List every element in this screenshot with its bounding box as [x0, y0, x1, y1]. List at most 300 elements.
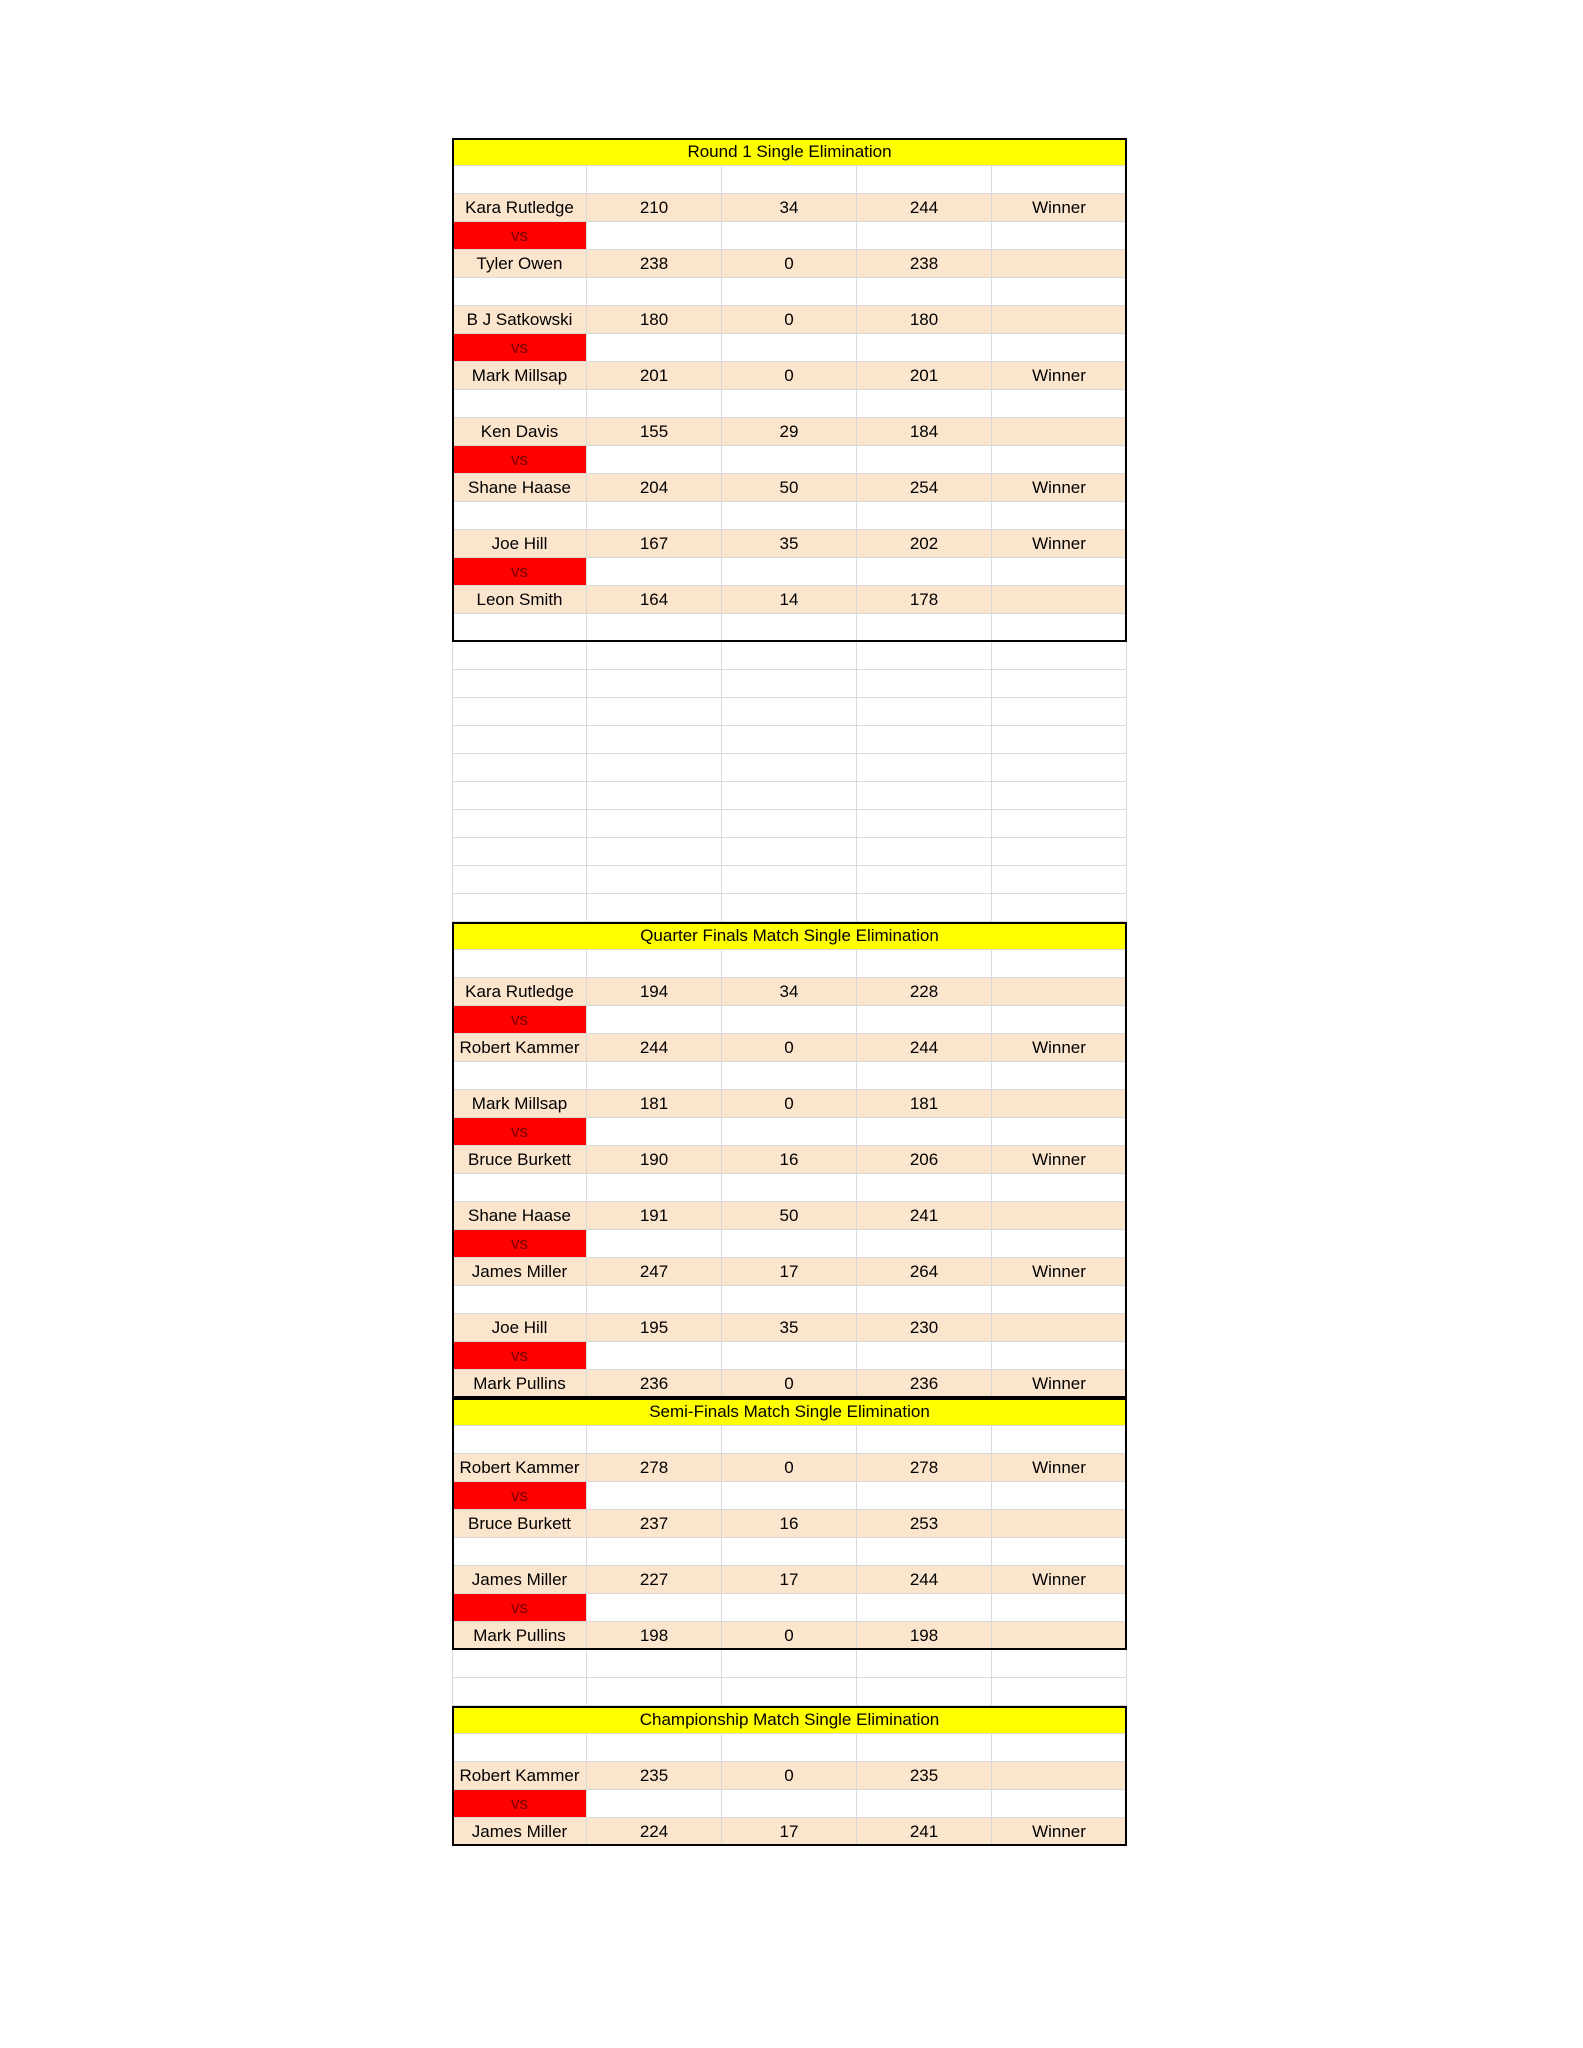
vs-row — [452, 1006, 1127, 1034]
empty-cell[interactable] — [722, 754, 857, 781]
player-handicap-cell[interactable]: 0 — [722, 1762, 857, 1789]
player-scratch-cell[interactable]: 180 — [587, 306, 722, 333]
player-result-cell[interactable]: Winner — [992, 1818, 1127, 1845]
player-total-cell[interactable]: 230 — [857, 1314, 992, 1341]
section-title-row — [452, 1398, 1127, 1426]
player-name-cell[interactable]: Joe Hill — [452, 530, 587, 557]
empty-cell[interactable] — [857, 558, 992, 585]
empty-cell[interactable] — [857, 278, 992, 305]
empty-cell[interactable] — [857, 1790, 992, 1817]
vs-row — [452, 222, 1127, 250]
player-scratch-cell[interactable]: 210 — [587, 194, 722, 221]
vs-row — [452, 1230, 1127, 1258]
player-scratch-cell[interactable]: 194 — [587, 978, 722, 1005]
empty-cell[interactable] — [857, 1594, 992, 1621]
player-total-cell[interactable]: 178 — [857, 586, 992, 613]
player-total-cell[interactable]: 235 — [857, 1762, 992, 1789]
player-scratch-cell[interactable]: 198 — [587, 1622, 722, 1649]
player-total-cell[interactable]: 278 — [857, 1454, 992, 1481]
player-total-cell[interactable]: 244 — [857, 1566, 992, 1593]
blank-row — [452, 1678, 1127, 1706]
empty-cell[interactable] — [857, 642, 992, 669]
empty-cell[interactable] — [452, 866, 587, 893]
empty-cell[interactable] — [587, 390, 722, 417]
player-total-cell[interactable]: 198 — [857, 1622, 992, 1649]
empty-cell[interactable] — [587, 1118, 722, 1145]
blank-row — [452, 642, 1127, 670]
player-total-cell[interactable]: 253 — [857, 1510, 992, 1537]
empty-cell[interactable] — [992, 670, 1127, 697]
empty-cell[interactable] — [587, 1286, 722, 1313]
player-result-cell[interactable]: Winner — [992, 1034, 1127, 1061]
player-total-cell[interactable]: 264 — [857, 1258, 992, 1285]
player-name-cell[interactable]: Joe Hill — [452, 1314, 587, 1341]
player-total-cell[interactable]: 202 — [857, 530, 992, 557]
player-result-cell[interactable] — [992, 1510, 1127, 1537]
player-scratch-cell[interactable]: 181 — [587, 1090, 722, 1117]
player-result-cell[interactable] — [992, 250, 1127, 277]
vs-label: vs — [452, 222, 587, 249]
empty-cell[interactable] — [722, 1426, 857, 1453]
section-title-row — [452, 1706, 1127, 1734]
empty-cell[interactable] — [452, 502, 587, 529]
empty-cell[interactable] — [587, 1482, 722, 1509]
player-total-cell[interactable]: 254 — [857, 474, 992, 501]
empty-cell[interactable] — [452, 698, 587, 725]
empty-cell[interactable] — [857, 1286, 992, 1313]
player-result-cell[interactable] — [992, 978, 1127, 1005]
player-handicap-cell[interactable]: 35 — [722, 530, 857, 557]
player-scratch-cell[interactable]: 204 — [587, 474, 722, 501]
empty-cell[interactable] — [587, 1594, 722, 1621]
empty-cell[interactable] — [857, 1174, 992, 1201]
player-result-cell[interactable]: Winner — [992, 1566, 1127, 1593]
player-name-cell[interactable]: Robert Kammer — [452, 1034, 587, 1061]
player-handicap-cell[interactable]: 0 — [722, 1370, 857, 1397]
empty-cell[interactable] — [452, 1174, 587, 1201]
empty-cell[interactable] — [722, 1286, 857, 1313]
empty-cell[interactable] — [992, 1230, 1127, 1257]
empty-cell[interactable] — [857, 1006, 992, 1033]
empty-cell[interactable] — [857, 614, 992, 641]
empty-cell[interactable] — [857, 726, 992, 753]
empty-cell[interactable] — [587, 838, 722, 865]
empty-cell[interactable] — [722, 1118, 857, 1145]
empty-cell[interactable] — [722, 1790, 857, 1817]
player-scratch-cell[interactable]: 278 — [587, 1454, 722, 1481]
player-handicap-cell[interactable]: 0 — [722, 1034, 857, 1061]
empty-cell[interactable] — [857, 334, 992, 361]
empty-cell[interactable] — [452, 782, 587, 809]
player-result-cell[interactable] — [992, 1314, 1127, 1341]
empty-cell[interactable] — [992, 446, 1127, 473]
empty-cell[interactable] — [452, 838, 587, 865]
empty-cell[interactable] — [587, 866, 722, 893]
empty-cell[interactable] — [722, 894, 857, 921]
empty-cell[interactable] — [587, 950, 722, 977]
empty-cell[interactable] — [992, 1594, 1127, 1621]
player-result-cell[interactable]: Winner — [992, 362, 1127, 389]
player-name-cell[interactable]: Leon Smith — [452, 586, 587, 613]
empty-cell[interactable] — [857, 1062, 992, 1089]
empty-cell[interactable] — [587, 1790, 722, 1817]
player-handicap-cell[interactable]: 35 — [722, 1314, 857, 1341]
player-name-cell[interactable]: Robert Kammer — [452, 1762, 587, 1789]
empty-cell[interactable] — [587, 1734, 722, 1761]
empty-cell[interactable] — [857, 1538, 992, 1565]
empty-cell[interactable] — [452, 1650, 587, 1677]
empty-cell[interactable] — [722, 334, 857, 361]
player-result-cell[interactable]: Winner — [992, 194, 1127, 221]
player-name-cell[interactable]: Kara Rutledge — [452, 978, 587, 1005]
player-name-cell[interactable]: Kara Rutledge — [452, 194, 587, 221]
player-scratch-cell[interactable]: 191 — [587, 1202, 722, 1229]
empty-cell[interactable] — [992, 1062, 1127, 1089]
empty-cell[interactable] — [992, 222, 1127, 249]
empty-cell[interactable] — [857, 1230, 992, 1257]
empty-cell[interactable] — [452, 278, 587, 305]
player-scratch-cell[interactable]: 236 — [587, 1370, 722, 1397]
empty-cell[interactable] — [992, 1790, 1127, 1817]
empty-cell[interactable] — [587, 810, 722, 837]
player-name-cell[interactable]: Mark Millsap — [452, 362, 587, 389]
empty-cell[interactable] — [992, 166, 1127, 193]
player-result-cell[interactable] — [992, 1202, 1127, 1229]
empty-cell[interactable] — [452, 894, 587, 921]
empty-cell[interactable] — [452, 1286, 587, 1313]
empty-cell[interactable] — [992, 754, 1127, 781]
empty-cell[interactable] — [587, 1230, 722, 1257]
empty-cell[interactable] — [452, 1538, 587, 1565]
empty-cell[interactable] — [857, 1342, 992, 1369]
player-scratch-cell[interactable]: 155 — [587, 418, 722, 445]
player-handicap-cell[interactable]: 16 — [722, 1146, 857, 1173]
player-name-cell[interactable]: Tyler Owen — [452, 250, 587, 277]
player-scratch-cell[interactable]: 227 — [587, 1566, 722, 1593]
empty-cell[interactable] — [722, 502, 857, 529]
player-total-cell[interactable]: 241 — [857, 1202, 992, 1229]
player-total-cell[interactable]: 241 — [857, 1818, 992, 1845]
empty-cell[interactable] — [857, 810, 992, 837]
empty-cell[interactable] — [722, 1678, 857, 1705]
empty-cell[interactable] — [587, 698, 722, 725]
empty-cell[interactable] — [722, 1734, 857, 1761]
empty-cell[interactable] — [452, 166, 587, 193]
player-scratch-cell[interactable]: 224 — [587, 1818, 722, 1845]
empty-cell[interactable] — [992, 1538, 1127, 1565]
empty-cell[interactable] — [992, 1118, 1127, 1145]
player-name-cell[interactable]: Robert Kammer — [452, 1454, 587, 1481]
player-handicap-cell[interactable]: 0 — [722, 250, 857, 277]
player-name-cell[interactable]: Ken Davis — [452, 418, 587, 445]
empty-cell[interactable] — [992, 1426, 1127, 1453]
player-name-cell[interactable]: James Miller — [452, 1818, 587, 1845]
empty-cell[interactable] — [722, 614, 857, 641]
empty-cell[interactable] — [857, 446, 992, 473]
empty-cell[interactable] — [587, 642, 722, 669]
player-scratch-cell[interactable]: 247 — [587, 1258, 722, 1285]
empty-cell[interactable] — [452, 614, 587, 641]
player-handicap-cell[interactable]: 50 — [722, 1202, 857, 1229]
empty-cell[interactable] — [992, 390, 1127, 417]
empty-cell[interactable] — [587, 1678, 722, 1705]
player-name-cell[interactable]: Shane Haase — [452, 474, 587, 501]
empty-cell[interactable] — [722, 1174, 857, 1201]
empty-cell[interactable] — [992, 334, 1127, 361]
section-title: Semi-Finals Match Single Elimination — [452, 1398, 1127, 1425]
empty-cell[interactable] — [722, 1006, 857, 1033]
player-result-cell[interactable] — [992, 1622, 1127, 1649]
player-name-cell[interactable]: Shane Haase — [452, 1202, 587, 1229]
empty-cell[interactable] — [992, 1482, 1127, 1509]
empty-cell[interactable] — [587, 754, 722, 781]
player-name-cell[interactable]: Mark Pullins — [452, 1370, 587, 1397]
player-result-cell[interactable] — [992, 306, 1127, 333]
empty-cell[interactable] — [452, 1678, 587, 1705]
empty-cell[interactable] — [722, 1538, 857, 1565]
player-scratch-cell[interactable]: 235 — [587, 1762, 722, 1789]
empty-cell[interactable] — [587, 502, 722, 529]
player-scratch-cell[interactable]: 201 — [587, 362, 722, 389]
player-result-cell[interactable] — [992, 418, 1127, 445]
empty-cell[interactable] — [992, 810, 1127, 837]
player-scratch-cell[interactable]: 237 — [587, 1510, 722, 1537]
empty-cell[interactable] — [857, 222, 992, 249]
empty-cell[interactable] — [857, 1650, 992, 1677]
player-scratch-cell[interactable]: 244 — [587, 1034, 722, 1061]
empty-cell[interactable] — [722, 222, 857, 249]
empty-cell[interactable] — [587, 670, 722, 697]
player-name-cell[interactable]: Mark Millsap — [452, 1090, 587, 1117]
player-handicap-cell[interactable]: 17 — [722, 1566, 857, 1593]
empty-cell[interactable] — [857, 1118, 992, 1145]
empty-cell[interactable] — [587, 1174, 722, 1201]
blank-row — [452, 502, 1127, 530]
empty-cell[interactable] — [992, 838, 1127, 865]
player-handicap-cell[interactable]: 0 — [722, 1454, 857, 1481]
player-row — [452, 1762, 1127, 1790]
player-total-cell[interactable]: 181 — [857, 1090, 992, 1117]
player-total-cell[interactable]: 238 — [857, 250, 992, 277]
blank-row — [452, 1174, 1127, 1202]
empty-cell[interactable] — [587, 334, 722, 361]
player-handicap-cell[interactable]: 17 — [722, 1818, 857, 1845]
empty-cell[interactable] — [992, 1286, 1127, 1313]
empty-cell[interactable] — [587, 1650, 722, 1677]
player-total-cell[interactable]: 180 — [857, 306, 992, 333]
player-result-cell[interactable]: Winner — [992, 1454, 1127, 1481]
empty-cell[interactable] — [587, 1426, 722, 1453]
empty-cell[interactable] — [722, 670, 857, 697]
empty-cell[interactable] — [452, 670, 587, 697]
empty-cell[interactable] — [722, 726, 857, 753]
player-total-cell[interactable]: 206 — [857, 1146, 992, 1173]
player-scratch-cell[interactable]: 195 — [587, 1314, 722, 1341]
blank-row — [452, 390, 1127, 418]
empty-cell[interactable] — [857, 1734, 992, 1761]
vs-row — [452, 1342, 1127, 1370]
empty-cell[interactable] — [722, 390, 857, 417]
empty-cell[interactable] — [587, 1006, 722, 1033]
empty-cell[interactable] — [722, 1342, 857, 1369]
empty-cell[interactable] — [992, 614, 1127, 641]
empty-cell[interactable] — [722, 642, 857, 669]
player-scratch-cell[interactable]: 190 — [587, 1146, 722, 1173]
empty-cell[interactable] — [992, 1734, 1127, 1761]
empty-cell[interactable] — [722, 782, 857, 809]
empty-cell[interactable] — [452, 642, 587, 669]
empty-cell[interactable] — [722, 1230, 857, 1257]
player-handicap-cell[interactable]: 29 — [722, 418, 857, 445]
empty-cell[interactable] — [857, 782, 992, 809]
empty-cell[interactable] — [722, 278, 857, 305]
empty-cell[interactable] — [992, 1678, 1127, 1705]
empty-cell[interactable] — [452, 754, 587, 781]
empty-cell[interactable] — [722, 866, 857, 893]
player-handicap-cell[interactable]: 34 — [722, 194, 857, 221]
empty-cell[interactable] — [722, 1482, 857, 1509]
player-handicap-cell[interactable]: 14 — [722, 586, 857, 613]
empty-cell[interactable] — [992, 950, 1127, 977]
player-total-cell[interactable]: 228 — [857, 978, 992, 1005]
empty-cell[interactable] — [587, 782, 722, 809]
player-total-cell[interactable]: 201 — [857, 362, 992, 389]
empty-cell[interactable] — [587, 1062, 722, 1089]
player-handicap-cell[interactable]: 0 — [722, 1090, 857, 1117]
vs-label: vs — [452, 1342, 587, 1369]
player-handicap-cell[interactable]: 16 — [722, 1510, 857, 1537]
vs-label: vs — [452, 1594, 587, 1621]
player-total-cell[interactable]: 236 — [857, 1370, 992, 1397]
empty-cell[interactable] — [587, 446, 722, 473]
empty-cell[interactable] — [992, 1174, 1127, 1201]
player-total-cell[interactable]: 244 — [857, 1034, 992, 1061]
player-name-cell[interactable]: James Miller — [452, 1566, 587, 1593]
player-result-cell[interactable]: Winner — [992, 474, 1127, 501]
empty-cell[interactable] — [452, 1734, 587, 1761]
empty-cell[interactable] — [722, 698, 857, 725]
vs-label: vs — [452, 1006, 587, 1033]
player-handicap-cell[interactable]: 34 — [722, 978, 857, 1005]
empty-cell[interactable] — [722, 1650, 857, 1677]
empty-cell[interactable] — [587, 1538, 722, 1565]
player-row — [452, 418, 1127, 446]
empty-cell[interactable] — [857, 894, 992, 921]
player-row — [452, 1034, 1127, 1062]
player-name-cell[interactable]: Mark Pullins — [452, 1622, 587, 1649]
empty-cell[interactable] — [857, 1426, 992, 1453]
empty-cell[interactable] — [452, 810, 587, 837]
player-scratch-cell[interactable]: 238 — [587, 250, 722, 277]
player-scratch-cell[interactable]: 167 — [587, 530, 722, 557]
empty-cell[interactable] — [992, 866, 1127, 893]
empty-cell[interactable] — [857, 166, 992, 193]
empty-cell[interactable] — [587, 166, 722, 193]
empty-cell[interactable] — [857, 1678, 992, 1705]
player-handicap-cell[interactable]: 50 — [722, 474, 857, 501]
empty-cell[interactable] — [992, 726, 1127, 753]
empty-cell[interactable] — [992, 1006, 1127, 1033]
empty-cell[interactable] — [857, 390, 992, 417]
empty-cell[interactable] — [992, 782, 1127, 809]
empty-cell[interactable] — [452, 1426, 587, 1453]
player-result-cell[interactable]: Winner — [992, 1146, 1127, 1173]
empty-cell[interactable] — [722, 166, 857, 193]
empty-cell[interactable] — [857, 866, 992, 893]
player-name-cell[interactable]: Bruce Burkett — [452, 1146, 587, 1173]
player-total-cell[interactable]: 184 — [857, 418, 992, 445]
empty-cell[interactable] — [857, 502, 992, 529]
section-title: Quarter Finals Match Single Elimination — [452, 922, 1127, 949]
empty-cell[interactable] — [587, 278, 722, 305]
empty-cell[interactable] — [722, 446, 857, 473]
empty-cell[interactable] — [857, 838, 992, 865]
empty-cell[interactable] — [722, 1062, 857, 1089]
empty-cell[interactable] — [587, 894, 722, 921]
empty-cell[interactable] — [857, 950, 992, 977]
empty-cell[interactable] — [722, 838, 857, 865]
empty-cell[interactable] — [992, 894, 1127, 921]
empty-cell[interactable] — [452, 950, 587, 977]
empty-cell[interactable] — [992, 278, 1127, 305]
blank-row — [452, 1538, 1127, 1566]
player-scratch-cell[interactable]: 164 — [587, 586, 722, 613]
empty-cell[interactable] — [992, 1650, 1127, 1677]
player-name-cell[interactable]: James Miller — [452, 1258, 587, 1285]
empty-cell[interactable] — [722, 1594, 857, 1621]
empty-cell[interactable] — [992, 558, 1127, 585]
player-name-cell[interactable]: B J Satkowski — [452, 306, 587, 333]
player-handicap-cell[interactable]: 0 — [722, 362, 857, 389]
empty-cell[interactable] — [992, 698, 1127, 725]
empty-cell[interactable] — [722, 558, 857, 585]
empty-cell[interactable] — [722, 810, 857, 837]
empty-cell[interactable] — [587, 222, 722, 249]
empty-cell[interactable] — [992, 1342, 1127, 1369]
player-handicap-cell[interactable]: 0 — [722, 1622, 857, 1649]
player-result-cell[interactable]: Winner — [992, 1370, 1127, 1397]
empty-cell[interactable] — [452, 1062, 587, 1089]
empty-cell[interactable] — [587, 1342, 722, 1369]
empty-cell[interactable] — [452, 726, 587, 753]
empty-cell[interactable] — [587, 614, 722, 641]
empty-cell[interactable] — [857, 698, 992, 725]
empty-cell[interactable] — [587, 726, 722, 753]
empty-cell[interactable] — [992, 642, 1127, 669]
empty-cell[interactable] — [857, 1482, 992, 1509]
empty-cell[interactable] — [992, 502, 1127, 529]
empty-cell[interactable] — [857, 754, 992, 781]
player-result-cell[interactable] — [992, 1762, 1127, 1789]
empty-cell[interactable] — [857, 670, 992, 697]
blank-row — [452, 278, 1127, 306]
empty-cell[interactable] — [587, 558, 722, 585]
player-handicap-cell[interactable]: 17 — [722, 1258, 857, 1285]
player-name-cell[interactable]: Bruce Burkett — [452, 1510, 587, 1537]
player-handicap-cell[interactable]: 0 — [722, 306, 857, 333]
player-row — [452, 978, 1127, 1006]
blank-row — [452, 1426, 1127, 1454]
player-result-cell[interactable] — [992, 1090, 1127, 1117]
player-result-cell[interactable]: Winner — [992, 530, 1127, 557]
blank-row — [452, 950, 1127, 978]
empty-cell[interactable] — [722, 950, 857, 977]
player-result-cell[interactable] — [992, 586, 1127, 613]
player-result-cell[interactable]: Winner — [992, 1258, 1127, 1285]
player-total-cell[interactable]: 244 — [857, 194, 992, 221]
empty-cell[interactable] — [452, 390, 587, 417]
player-row — [452, 1146, 1127, 1174]
